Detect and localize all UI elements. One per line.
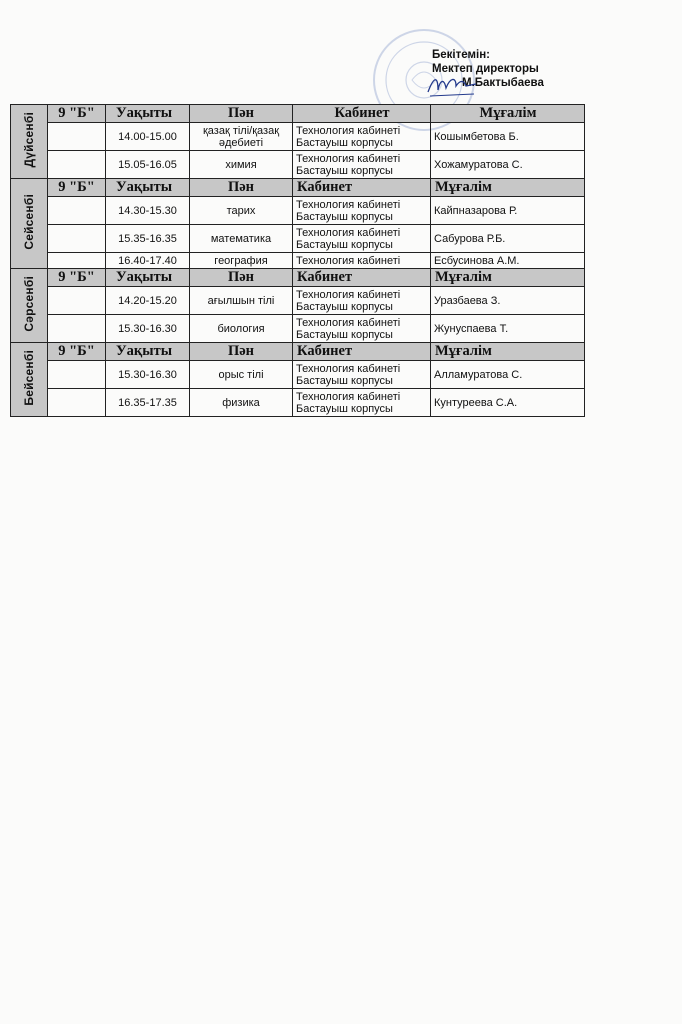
lesson-time: 15.05-16.05 — [106, 151, 190, 179]
lesson-teacher: Хожамуратова С. — [431, 151, 585, 179]
lesson-subject — [190, 287, 293, 315]
lesson-teacher: Кошымбетова Б. — [431, 123, 585, 151]
day-name: Сейсенбі — [21, 193, 36, 250]
class-cell — [48, 287, 106, 315]
lesson-time: 15.30-16.30 — [106, 315, 190, 343]
lesson-row — [11, 361, 585, 389]
subject-line: ағылшын тілі — [207, 294, 275, 307]
lesson-time: 14.00-15.00 — [106, 123, 190, 151]
lesson-subject — [190, 361, 293, 389]
lesson-row — [11, 151, 585, 179]
class-cell — [48, 197, 106, 225]
lesson-room — [293, 123, 431, 151]
room-line: Бастауыш корпусы — [296, 402, 393, 415]
header-subject: Пән — [190, 105, 293, 123]
room-line: Технология кабинеті — [296, 226, 401, 239]
day-name-cell — [11, 343, 48, 417]
lesson-subject — [190, 225, 293, 253]
subject-line: орыс тілі — [218, 368, 264, 381]
lesson-subject — [190, 253, 293, 269]
header-subject: Пән — [190, 179, 293, 197]
lesson-room — [293, 287, 431, 315]
room-line: Технология кабинеті — [296, 362, 401, 375]
class-cell — [48, 361, 106, 389]
header-room: Кабинет — [293, 105, 431, 123]
schedule-table — [10, 104, 585, 417]
lesson-time: 14.30-15.30 — [106, 197, 190, 225]
lesson-room — [293, 253, 431, 269]
schedule-body — [11, 105, 585, 417]
class-cell — [48, 253, 106, 269]
room-line: Технология кабинеті — [296, 124, 401, 137]
subject-line: қазақ тілі/қазақ — [202, 124, 280, 137]
class-cell — [48, 151, 106, 179]
subject-line: әдебиеті — [218, 136, 264, 149]
room-line: Бастауыш корпусы — [296, 210, 393, 223]
header-class: 9 "Б" — [48, 105, 106, 123]
lesson-room — [293, 361, 431, 389]
lesson-row — [11, 287, 585, 315]
header-teacher: Мұғалім — [431, 269, 585, 287]
lesson-teacher: Кунтуреева С.А. — [431, 389, 585, 417]
approval-director-name: М.Бактыбаева — [462, 77, 544, 89]
subject-line: математика — [210, 232, 272, 245]
lesson-time: 16.35-17.35 — [106, 389, 190, 417]
lesson-room — [293, 151, 431, 179]
subject-line: биология — [217, 322, 265, 335]
room-line: Технология кабинеті — [296, 316, 401, 329]
lesson-subject — [190, 151, 293, 179]
class-cell — [48, 315, 106, 343]
day-name-cell — [11, 105, 48, 179]
subject-line: тарих — [226, 204, 256, 217]
class-cell — [48, 389, 106, 417]
header-room: Кабинет — [293, 343, 431, 361]
header-time: Уақыты — [106, 269, 190, 287]
lesson-teacher: Жунуспаева Т. — [431, 315, 585, 343]
lesson-teacher: Алламуратова С. — [431, 361, 585, 389]
lesson-time: 14.20-15.20 — [106, 287, 190, 315]
lesson-time: 15.30-16.30 — [106, 361, 190, 389]
header-class: 9 "Б" — [48, 179, 106, 197]
approval-position: Мектеп директоры — [432, 63, 539, 75]
lesson-row — [11, 123, 585, 151]
subject-line: физика — [222, 396, 260, 409]
lesson-row — [11, 315, 585, 343]
room-line: Бастауыш корпусы — [296, 374, 393, 387]
lesson-row — [11, 389, 585, 417]
room-line: Бастауыш корпусы — [296, 300, 393, 313]
lesson-row — [11, 253, 585, 269]
room-line: Технология кабинеті — [296, 390, 401, 403]
day-header-row — [11, 269, 585, 287]
header-subject: Пән — [190, 269, 293, 287]
lesson-subject — [190, 315, 293, 343]
header-teacher: Мұғалім — [431, 343, 585, 361]
header-teacher: Мұғалім — [431, 105, 585, 123]
lesson-teacher: Уразбаева З. — [431, 287, 585, 315]
room-line: Бастауыш корпусы — [296, 328, 393, 341]
room-line: Технология кабинеті — [296, 254, 401, 267]
lesson-room — [293, 389, 431, 417]
room-line: Бастауыш корпусы — [296, 164, 393, 177]
day-name: Бейсенбі — [21, 349, 36, 406]
header-time: Уақыты — [106, 179, 190, 197]
lesson-row — [11, 197, 585, 225]
lesson-teacher: Сабурова Р.Б. — [431, 225, 585, 253]
header-subject: Пән — [190, 343, 293, 361]
subject-line: география — [214, 254, 268, 267]
day-name-cell — [11, 269, 48, 343]
lesson-row — [11, 225, 585, 253]
lesson-teacher: Кайпназарова Р. — [431, 197, 585, 225]
lesson-time: 16.40-17.40 — [106, 253, 190, 269]
header-class: 9 "Б" — [48, 343, 106, 361]
room-line: Технология кабинеті — [296, 288, 401, 301]
room-line: Технология кабинеті — [296, 152, 401, 165]
lesson-time: 15.35-16.35 — [106, 225, 190, 253]
header-class: 9 "Б" — [48, 269, 106, 287]
header-room: Кабинет — [293, 179, 431, 197]
director-signature — [426, 72, 478, 100]
approval-title: Бекітемін: — [432, 49, 490, 61]
header-room: Кабинет — [293, 269, 431, 287]
header-teacher: Мұғалім — [431, 179, 585, 197]
room-line: Бастауыш корпусы — [296, 136, 393, 149]
lesson-subject — [190, 389, 293, 417]
day-header-row — [11, 343, 585, 361]
day-name-cell — [11, 179, 48, 269]
class-cell — [48, 123, 106, 151]
lesson-subject — [190, 123, 293, 151]
lesson-room — [293, 225, 431, 253]
room-line: Бастауыш корпусы — [296, 238, 393, 251]
day-header-row — [11, 105, 585, 123]
room-line: Технология кабинеті — [296, 198, 401, 211]
lesson-room — [293, 315, 431, 343]
lesson-teacher: Есбусинова А.М. — [431, 253, 585, 269]
lesson-room — [293, 197, 431, 225]
header-time: Уақыты — [106, 343, 190, 361]
lesson-subject — [190, 197, 293, 225]
day-header-row — [11, 179, 585, 197]
header-time: Уақыты — [106, 105, 190, 123]
class-cell — [48, 225, 106, 253]
subject-line: химия — [225, 158, 257, 171]
day-name: Сәрсенбі — [21, 275, 36, 332]
day-name: Дүйсенбі — [21, 111, 36, 168]
